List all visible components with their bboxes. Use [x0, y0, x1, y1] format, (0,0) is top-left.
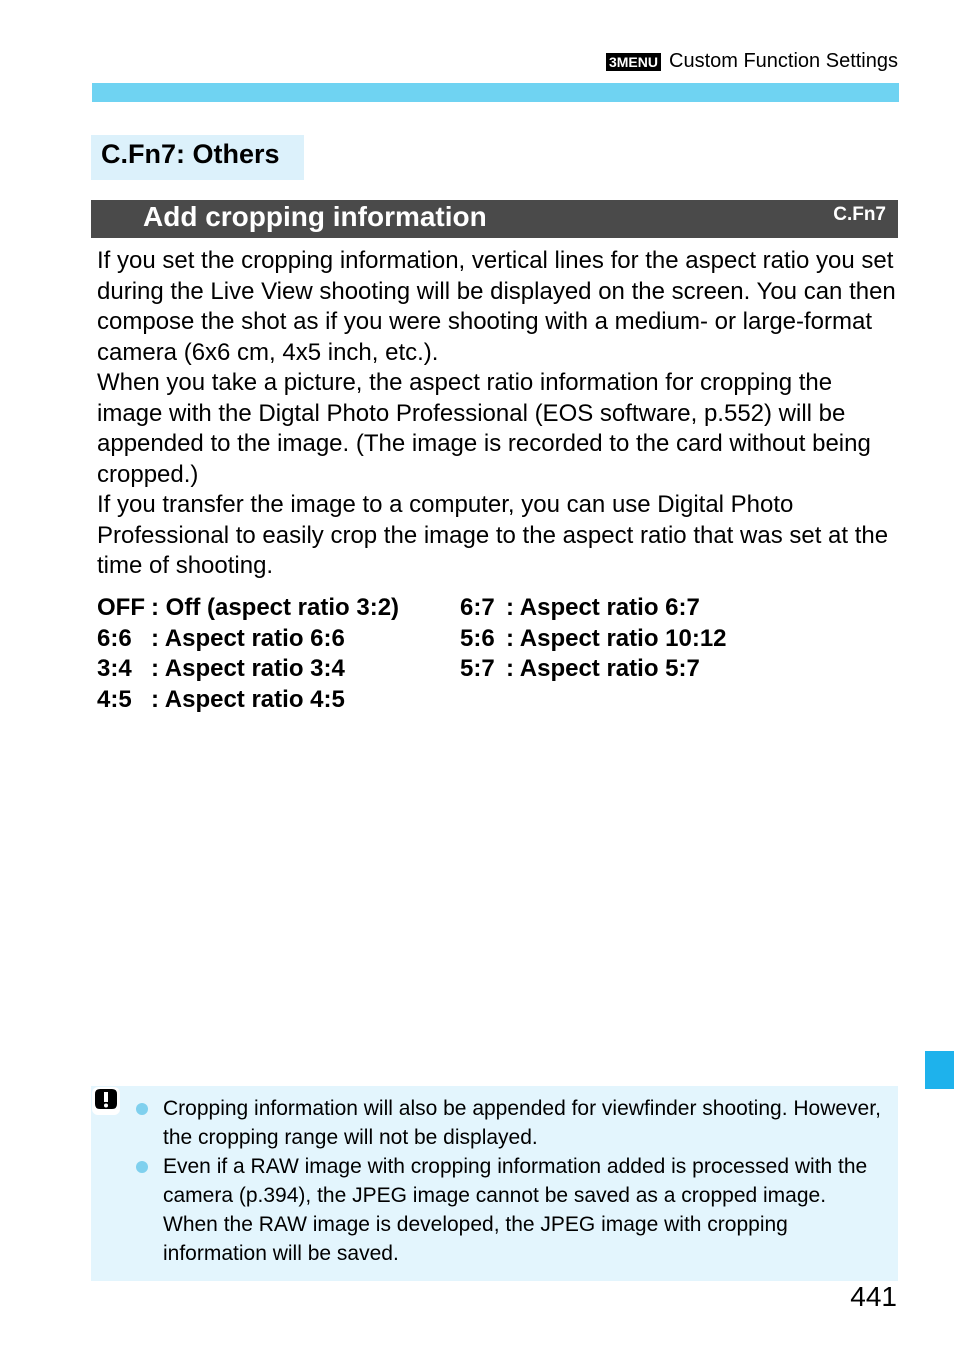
option-label: : Off (aspect ratio 3:2): [151, 594, 400, 621]
caution-note-box: [91, 1086, 898, 1281]
note-text: Even if a RAW image with cropping information added is processed with the camera (p.394), the JPEG image cannot be saved as a cropped image. When the RAW image is developed, the JPEG image with cropping information will be saved.: [163, 1155, 868, 1265]
function-tag: C.Fn7: [833, 204, 886, 225]
option-label: : Aspect ratio 6:7: [506, 594, 700, 621]
function-title: Add cropping information: [143, 201, 487, 232]
note-text: Cropping information will also be appended for viewfinder shooting. However, the cropping range will not be displayed.: [163, 1097, 881, 1149]
caution-icon: [91, 1086, 121, 1116]
header-title: Custom Function Settings: [669, 50, 898, 72]
chapter-side-tab: [925, 1051, 954, 1089]
body-text: [97, 246, 897, 582]
page-header: [606, 50, 898, 73]
option-item: [97, 593, 399, 624]
option-item: [460, 654, 700, 685]
page-number: 441: [850, 1281, 897, 1312]
option-item: [460, 624, 727, 655]
option-key: OFF: [97, 594, 145, 621]
option-key: 6:7: [460, 594, 495, 621]
option-label: : Aspect ratio 5:7: [506, 655, 700, 682]
option-item: [460, 593, 700, 624]
note-item: [136, 1094, 886, 1152]
function-title-bar: [91, 200, 898, 238]
menu-icon: 3MENU: [606, 53, 661, 71]
option-label: : Aspect ratio 6:6: [151, 624, 345, 652]
header-accent-bar: [92, 83, 899, 102]
option-key: 5:7: [460, 655, 495, 682]
option-key: 3:4: [97, 655, 132, 682]
bullet-icon: [136, 1161, 148, 1173]
note-item: [136, 1152, 886, 1268]
option-label: : Aspect ratio 4:5: [151, 685, 345, 713]
option-key: 5:6: [460, 624, 495, 652]
note-list: [136, 1094, 886, 1268]
bullet-icon: [136, 1103, 148, 1115]
section-label: C.Fn7: Others: [91, 135, 304, 180]
option-item: [97, 654, 345, 685]
option-key: 4:5: [97, 685, 132, 713]
option-key: 6:6: [97, 624, 132, 652]
body-paragraph: If you transfer the image to a computer, you can use Digital Photo Professional to easily crop the image to the aspect ratio that was set at the time of shooting.: [97, 491, 889, 579]
option-item: [97, 624, 345, 655]
option-label: : Aspect ratio 3:4: [151, 655, 345, 682]
option-label: : Aspect ratio 10:12: [506, 624, 727, 652]
body-paragraph: When you take a picture, the aspect ratio information for cropping the image with the Digtal Photo Professional (EOS software, p.552) will be appended to the image. (The image is recorded to the card without being cropped.): [97, 369, 871, 488]
body-paragraph: If you set the cropping information, vertical lines for the aspect ratio you set during the Live View shooting will be displayed on the screen. You can then compose the shot as if you were shooting with a medium- or large-format camera (6x6 cm, 4x5 inch, etc.).: [97, 247, 896, 366]
option-item: [97, 685, 345, 716]
